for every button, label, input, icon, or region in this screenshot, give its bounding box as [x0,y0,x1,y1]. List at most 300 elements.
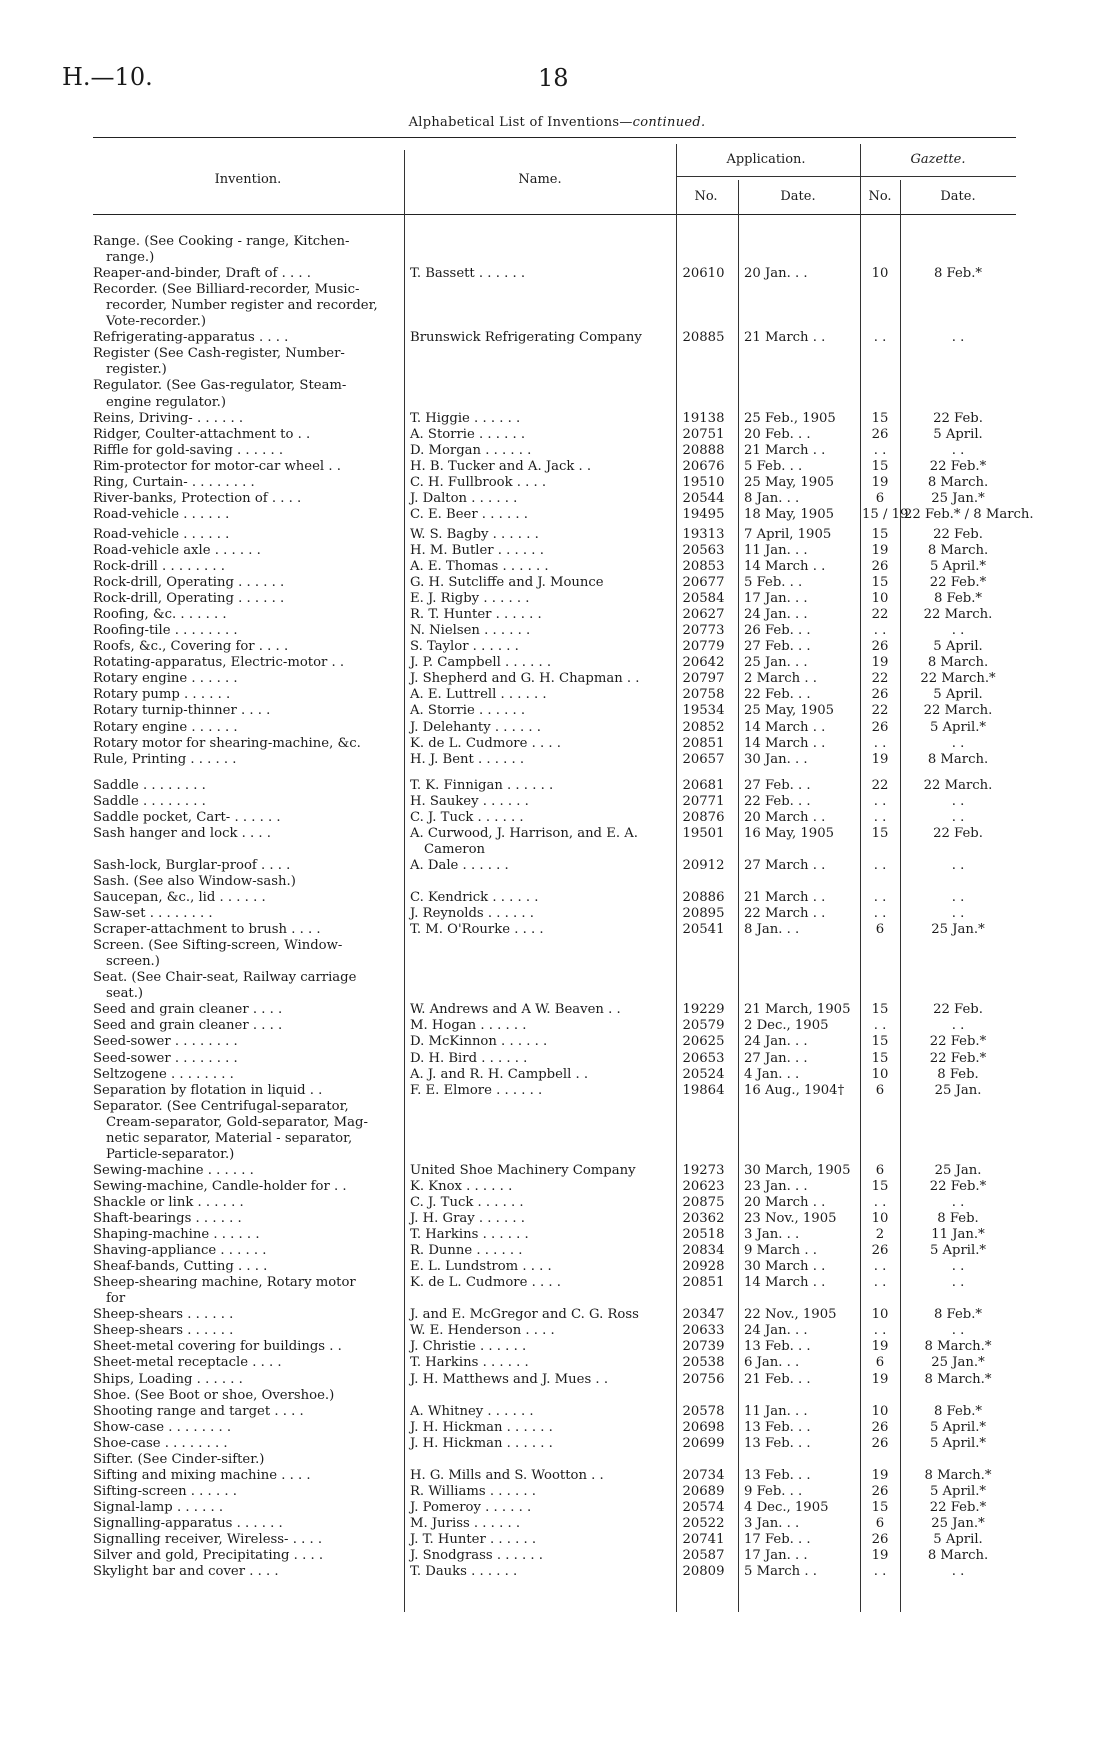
invention-cell: Ships, Loading . . . . . . [93,1371,243,1387]
name-cell: C. J. Tuck . . . . . . [410,809,524,825]
name-cell: A. Curwood, J. Harrison, and E. A. [410,825,638,841]
gazette-number-cell: 19 [871,1339,889,1355]
gazette-date-cell: 8 Feb.* [933,1307,983,1323]
invention-cell: screen.) [106,954,160,970]
application-number-cell: 20851 [682,735,725,751]
gazette-number-cell: 10 [871,1066,889,1082]
name-cell: J. H. Gray . . . . . . [410,1211,525,1226]
invention-cell: Separator. (See Centrifugal-separator, [93,1098,349,1114]
application-date-cell: 27 Feb. . . [744,777,811,793]
application-date-cell: 17 Jan. . . [744,1548,808,1564]
gazette-number-cell: 26 [871,1435,889,1451]
application-number-cell: 20885 [682,330,725,346]
name-cell: A. Storrie . . . . . . [410,426,526,442]
gazette-number-cell: 26 [871,1483,889,1499]
gazette-number-cell: 6 [875,490,885,506]
invention-cell: Rock-drill, Operating . . . . . . [93,575,285,591]
gazette-date-cell: 22 Feb.* [929,1499,987,1515]
application-number-cell: 20852 [682,719,725,735]
invention-cell: Sheaf-bands, Cutting . . . . [93,1259,268,1275]
table-header-bottom-rule [93,214,1016,215]
gazette-number-cell: . . [873,330,887,346]
gazette-date-cell: 8 Feb.* [933,591,983,607]
page-number: 18 [538,64,569,92]
application-date-cell: 21 March . . [744,442,826,458]
name-cell: Brunswick Refrigerating Company [410,330,642,346]
gazette-number-cell: 26 [871,687,889,703]
name-cell: M. Juriss . . . . . . [410,1515,521,1531]
name-cell: A. Dale . . . . . . [410,857,509,873]
gazette-number-cell: . . [873,735,887,751]
application-date-cell: 23 Nov., 1905 [744,1211,837,1226]
application-number-cell: 19495 [682,506,725,522]
invention-cell: Sash hanger and lock . . . . [93,825,271,841]
name-cell: J. T. Hunter . . . . . . [410,1532,537,1547]
gazette-number-cell: 6 [875,1515,885,1531]
name-cell: E. J. Rigby . . . . . . [410,591,530,607]
name-cell: H. Saukey . . . . . . [410,793,529,809]
application-date-cell: 20 Feb. . . [744,426,811,442]
gazette-date-cell: 25 Jan.* [931,922,985,938]
invention-cell: Range. (See Cooking - range, Kitchen- [93,234,350,249]
application-date-cell: 20 Jan. . . [744,266,808,282]
invention-cell: Particle-separator.) [106,1146,235,1162]
application-number-cell: 20853 [682,559,725,574]
invention-cell: Roofing-tile . . . . . . . . [93,623,238,639]
application-date-cell: 17 Jan. . . [744,591,808,607]
gazette-number-cell: 6 [875,1082,885,1098]
name-cell: T. K. Finnigan . . . . . . [410,777,554,793]
application-number-cell: 20876 [682,809,725,825]
invention-cell: Shaping-machine . . . . . . [93,1227,260,1243]
gazette-number-cell: 19 [871,1371,889,1387]
application-number-cell: 20758 [682,687,725,703]
gazette-number-cell: 26 [871,719,889,735]
application-date-cell: 16 May, 1905 [744,825,834,841]
application-number-cell: 20888 [682,442,725,458]
gazette-number-cell: . . [873,623,887,639]
application-number-cell: 20741 [682,1532,725,1547]
gazette-date-cell: 5 April.* [929,559,987,574]
gazette-date-cell: . . [951,735,965,751]
gazette-number-cell: 19 [871,1467,889,1483]
gazette-number-cell: 15 [871,410,889,426]
invention-cell: Rotary motor for shearing-machine, &c. [93,735,361,751]
application-number-cell: 20642 [682,655,725,671]
invention-cell: Sash-lock, Burglar-proof . . . . [93,857,291,873]
name-cell: W. E. Henderson . . . . [410,1323,555,1339]
application-number-cell: 19138 [682,410,725,426]
col-header-gaz-no: No. [868,189,892,204]
application-number-cell: 20756 [682,1371,725,1387]
gazette-number-cell: 22 [871,703,889,719]
name-cell: A. Storrie . . . . . . [410,703,526,719]
gazette-number-cell: . . [873,442,887,458]
invention-cell: Ring, Curtain- . . . . . . . . [93,474,255,490]
gazette-number-cell: 2 [875,1227,885,1243]
application-number-cell: 20771 [682,793,725,809]
application-date-cell: 22 Nov., 1905 [744,1307,837,1323]
invention-cell: Sheep-shearing machine, Rotary motor [93,1275,356,1291]
application-number-cell: 20677 [682,575,725,591]
gazette-date-cell: 8 Feb.* [933,266,983,282]
name-cell: M. Hogan . . . . . . [410,1018,527,1034]
name-cell: C. J. Tuck . . . . . . [410,1194,524,1210]
gazette-date-cell: 8 March. [927,655,989,671]
application-number-cell: 19273 [682,1162,725,1178]
invention-cell: Rule, Printing . . . . . . [93,751,237,767]
name-cell: J. P. Campbell . . . . . . [410,655,552,671]
application-date-cell: 13 Feb. . . [744,1419,811,1435]
application-date-cell: 7 April, 1905 [744,526,832,542]
application-date-cell: 24 Jan. . . [744,1323,808,1339]
application-number-cell: 20875 [682,1194,725,1210]
application-number-cell: 20689 [682,1483,725,1499]
invention-cell: Screen. (See Sifting-screen, Window- [93,938,343,954]
gazette-date-cell: . . [951,330,965,346]
application-number-cell: 20779 [682,639,725,655]
gazette-number-cell: 15 [871,458,889,474]
invention-cell: Regulator. (See Gas-regulator, Steam- [93,378,347,394]
gazette-number-cell: 26 [871,1419,889,1435]
application-date-cell: 25 May, 1905 [744,703,834,719]
gazette-number-cell: 6 [875,922,885,938]
invention-cell: netic separator, Material - separator, [106,1130,353,1146]
name-cell: W. S. Bagby . . . . . . [410,526,539,542]
application-number-cell: 19510 [682,474,725,490]
gazette-date-cell: 25 Jan.* [931,1515,985,1531]
invention-cell: Shoe. (See Boot or shoe, Overshoe.) [93,1387,335,1403]
application-date-cell: 22 Feb. . . [744,793,811,809]
invention-cell: Sewing-machine . . . . . . [93,1162,254,1178]
invention-cell: Scraper-attachment to brush . . . . [93,922,321,938]
name-cell: R. Williams . . . . . . [410,1483,536,1499]
gazette-number-cell: 15 [871,575,889,591]
invention-cell: Sifting-screen . . . . . . [93,1483,237,1499]
application-date-cell: 18 May, 1905 [744,506,834,522]
gazette-date-cell: 8 March.* [924,1371,992,1387]
gazette-date-cell: 5 April.* [929,1483,987,1499]
application-number-cell: 20834 [682,1243,725,1259]
gazette-date-cell: 22 March. [923,777,993,793]
gazette-number-cell: 10 [871,1403,889,1419]
invention-cell: Sifter. (See Cinder-sifter.) [93,1451,265,1467]
column-divider [900,180,901,1612]
gazette-date-cell: 8 March. [927,751,989,767]
name-cell: J. Dalton . . . . . . [410,490,518,506]
application-date-cell: 30 March, 1905 [744,1162,851,1178]
name-cell: J. Christie . . . . . . [410,1339,527,1355]
gazette-number-cell: 19 [871,542,889,558]
invention-cell: Sifting and mixing machine . . . . [93,1467,311,1483]
gazette-date-cell: 8 March. [927,474,989,490]
application-number-cell: 20563 [682,542,725,558]
application-number-cell: 20912 [682,857,725,873]
invention-cell: Silver and gold, Precipitating . . . . [93,1548,324,1564]
application-date-cell: 3 Jan. . . [744,1227,800,1243]
gazette-number-cell: 26 [871,1532,889,1547]
application-number-cell: 20623 [682,1178,725,1194]
gazette-date-cell: 8 March.* [924,1467,992,1483]
name-cell: J. Pomeroy . . . . . . [410,1499,532,1515]
gazette-number-cell: 15 [871,526,889,542]
invention-cell: Saddle . . . . . . . . [93,777,206,793]
application-number-cell: 20362 [682,1211,725,1226]
application-date-cell: 13 Feb. . . [744,1467,811,1483]
name-cell: A. J. and R. H. Campbell . . [410,1066,589,1082]
invention-cell: Show-case . . . . . . . . [93,1419,232,1435]
application-date-cell: 25 May, 1905 [744,474,834,490]
application-number-cell: 20751 [682,426,725,442]
gazette-number-cell: 15 [871,825,889,841]
invention-cell: Ridger, Coulter-attachment to . . [93,426,311,442]
name-cell: J. and E. McGregor and C. G. Ross [410,1307,639,1323]
application-date-cell: 2 Dec., 1905 [744,1018,829,1034]
application-number-cell: 20627 [682,607,725,623]
gazette-number-cell: 10 [871,266,889,282]
application-date-cell: 20 March . . [744,809,826,825]
gazette-date-cell: . . [951,623,965,639]
name-cell: D. McKinnon . . . . . . [410,1034,548,1050]
name-cell: T. Harkins . . . . . . [410,1355,529,1371]
application-date-cell: 27 Feb. . . [744,639,811,655]
gazette-date-cell: 8 Feb. [937,1066,979,1082]
gazette-date-cell: . . [951,890,965,905]
application-date-cell: 25 Feb., 1905 [744,410,836,426]
application-date-cell: 11 Jan. . . [744,542,808,558]
gazette-date-cell: 11 Jan.* [931,1227,985,1243]
gazette-number-cell: 10 [871,1307,889,1323]
gazette-number-cell: 26 [871,1243,889,1259]
invention-cell: Saw-set . . . . . . . . [93,906,213,922]
name-cell: H. B. Tucker and A. Jack . . [410,458,592,474]
gazette-date-cell: . . [951,1323,965,1339]
name-cell: D. Morgan . . . . . . [410,442,532,458]
gazette-date-cell: 22 Feb.* [929,458,987,474]
gazette-date-cell: . . [951,1275,965,1291]
column-divider [404,150,405,1612]
invention-cell: Roofs, &c., Covering for . . . . [93,639,289,655]
invention-cell: Separation by flotation in liquid . . [93,1082,323,1098]
gazette-date-cell: 8 March.* [924,1339,992,1355]
gazette-number-cell: 10 [871,591,889,607]
gazette-date-cell: . . [951,857,965,873]
invention-cell: Seed-sower . . . . . . . . [93,1034,238,1050]
title-continued: continued. [632,115,706,130]
gazette-date-cell: 25 Jan. [934,1082,982,1098]
name-cell: T. Higgie . . . . . . [410,410,521,426]
col-header-name: Name. [518,172,562,187]
invention-cell: Seed and grain cleaner . . . . [93,1002,283,1018]
name-cell: J. H. Hickman . . . . . . [410,1435,553,1451]
application-date-cell: 5 March . . [744,1564,817,1580]
name-cell: A. Whitney . . . . . . [410,1403,534,1419]
application-date-cell: 4 Jan. . . [744,1066,800,1082]
name-cell: G. H. Sutcliffe and J. Mounce [410,575,604,591]
application-date-cell: 21 March . . [744,890,826,905]
application-number-cell: 20347 [682,1307,725,1323]
application-number-cell: 20574 [682,1499,725,1515]
gazette-date-cell: 5 April. [933,687,983,703]
gazette-date-cell: 25 Jan.* [931,490,985,506]
application-number-cell: 20797 [682,671,725,687]
gazette-date-cell: 5 April.* [929,1243,987,1259]
gazette-number-cell: . . [873,1564,887,1580]
invention-cell: Sewing-machine, Candle-holder for . . [93,1178,347,1194]
application-number-cell: 20928 [682,1259,725,1275]
page-title [0,115,1114,130]
col-header-gazette: Gazette. [910,152,966,167]
invention-cell: River-banks, Protection of . . . . [93,490,302,506]
name-cell: A. E. Luttrell . . . . . . [410,687,547,703]
invention-cell: Reins, Driving- . . . . . . [93,410,244,426]
name-cell: J. Delehanty . . . . . . [410,719,541,735]
name-cell: T. Harkins . . . . . . [410,1227,529,1243]
gazette-date-cell: 8 Feb. [937,1211,979,1226]
application-number-cell: 20578 [682,1403,725,1419]
application-number-cell: 20524 [682,1066,725,1082]
invention-cell: Sheep-shears . . . . . . [93,1323,234,1339]
invention-cell: Seed and grain cleaner . . . . [93,1018,283,1034]
application-number-cell: 20633 [682,1323,725,1339]
application-number-cell: 20699 [682,1435,725,1451]
application-number-cell: 20895 [682,906,725,922]
invention-cell: Saddle . . . . . . . . [93,793,206,809]
application-date-cell: 16 Aug., 1904† [744,1082,845,1098]
name-cell: K. de L. Cudmore . . . . [410,735,561,751]
application-number-cell: 20676 [682,458,725,474]
invention-cell: Rock-drill . . . . . . . . [93,559,225,574]
gazette-number-cell: 15 [871,1050,889,1066]
gazette-date-cell: 5 April.* [929,1435,987,1451]
column-divider [676,144,677,1612]
application-number-cell: 20625 [682,1034,725,1050]
name-cell: W. Andrews and A W. Beaven . . [410,1002,621,1018]
name-cell: C. Kendrick . . . . . . [410,890,539,905]
application-date-cell: 5 Feb. . . [744,575,803,591]
gazette-date-cell: . . [951,1259,965,1275]
gazette-date-cell: 5 April.* [929,1419,987,1435]
gazette-number-cell: . . [873,793,887,809]
header-subrule [676,176,1016,177]
invention-cell: Shooting range and target . . . . [93,1403,304,1419]
application-number-cell: 19534 [682,703,725,719]
column-divider [860,144,861,1612]
application-number-cell: 20522 [682,1515,725,1531]
invention-cell: Sheet-metal receptacle . . . . [93,1355,282,1371]
invention-cell: seat.) [106,986,144,1002]
invention-cell: Saucepan, &c., lid . . . . . . [93,890,266,905]
application-number-cell: 20734 [682,1467,725,1483]
name-cell: T. Bassett . . . . . . [410,266,526,282]
application-date-cell: 21 March . . [744,330,826,346]
gazette-number-cell: . . [873,1275,887,1291]
invention-cell: Rotary turnip-thinner . . . . [93,703,271,719]
gazette-number-cell: 26 [871,639,889,655]
invention-cell: recorder, Number register and recorder, [106,298,378,314]
application-date-cell: 23 Jan. . . [744,1178,808,1194]
application-date-cell: 30 March . . [744,1259,826,1275]
gazette-date-cell: . . [951,1018,965,1034]
gazette-date-cell: 5 April. [933,1532,983,1547]
application-number-cell: 20809 [682,1564,725,1580]
name-cell: J. H. Hickman . . . . . . [410,1419,553,1435]
application-date-cell: 13 Feb. . . [744,1339,811,1355]
application-number-cell: 20584 [682,591,725,607]
gazette-date-cell: 22 March. [923,607,993,623]
name-cell: K. de L. Cudmore . . . . [410,1275,561,1291]
name-cell: R. T. Hunter . . . . . . [410,607,542,623]
col-header-app-date: Date. [780,189,816,204]
gazette-date-cell: 25 Jan. [934,1162,982,1178]
name-cell: F. E. Elmore . . . . . . [410,1082,543,1098]
gazette-date-cell: 25 Jan.* [931,1355,985,1371]
application-number-cell: 20518 [682,1227,725,1243]
application-date-cell: 9 Feb. . . [744,1483,803,1499]
application-date-cell: 25 Jan. . . [744,655,808,671]
invention-cell: Seltzogene . . . . . . . . [93,1066,234,1082]
invention-cell: Shoe-case . . . . . . . . [93,1435,228,1451]
gazette-date-cell: 22 Feb. [933,1002,983,1018]
col-header-gaz-date: Date. [940,189,976,204]
gazette-date-cell: 22 Feb. [933,526,983,542]
application-number-cell: 19501 [682,825,725,841]
col-header-app-no: No. [694,189,718,204]
gazette-date-cell: 22 Feb. [933,825,983,841]
gazette-number-cell: 19 [871,751,889,767]
invention-cell: Rim-protector for motor-car wheel . . [93,458,341,474]
application-number-cell: 19864 [682,1082,725,1098]
application-date-cell: 13 Feb. . . [744,1435,811,1451]
gazette-number-cell: . . [873,857,887,873]
invention-cell: engine regulator.) [106,394,226,410]
gazette-date-cell: 22 March.* [920,671,996,687]
application-date-cell: 27 March . . [744,857,826,873]
invention-cell: Sheet-metal covering for buildings . . [93,1339,342,1355]
column-divider [738,180,739,1612]
name-cell: K. Knox . . . . . . [410,1178,513,1194]
application-number-cell: 20851 [682,1275,725,1291]
gazette-date-cell: . . [951,906,965,922]
gazette-number-cell: . . [873,1259,887,1275]
invention-cell: register.) [106,362,167,378]
gazette-date-cell: 5 April. [933,426,983,442]
invention-cell: Riffle for gold-saving . . . . . . [93,442,284,458]
application-number-cell: 20681 [682,777,725,793]
gazette-number-cell: 26 [871,559,889,574]
application-number-cell: 20587 [682,1548,725,1564]
application-date-cell: 24 Jan. . . [744,1034,808,1050]
gazette-number-cell: 15 / 19 [862,506,909,522]
name-cell: A. E. Thomas . . . . . . [410,559,549,574]
application-number-cell: 20773 [682,623,725,639]
application-number-cell: 20886 [682,890,725,905]
application-number-cell: 20544 [682,490,725,506]
application-date-cell: 22 March . . [744,906,826,922]
gazette-number-cell: 15 [871,1499,889,1515]
gazette-number-cell: 6 [875,1355,885,1371]
application-date-cell: 2 March . . [744,671,817,687]
invention-cell: Rotating-apparatus, Electric-motor . . [93,655,345,671]
name-cell: C. H. Fullbrook . . . . [410,474,547,490]
gazette-number-cell: . . [873,1018,887,1034]
name-cell: United Shoe Machinery Company [410,1162,636,1178]
invention-cell: Seed-sower . . . . . . . . [93,1050,238,1066]
application-date-cell: 27 Jan. . . [744,1050,808,1066]
invention-cell: Saddle pocket, Cart- . . . . . . [93,809,281,825]
name-cell: C. E. Beer . . . . . . [410,506,528,522]
gazette-number-cell: . . [873,890,887,905]
